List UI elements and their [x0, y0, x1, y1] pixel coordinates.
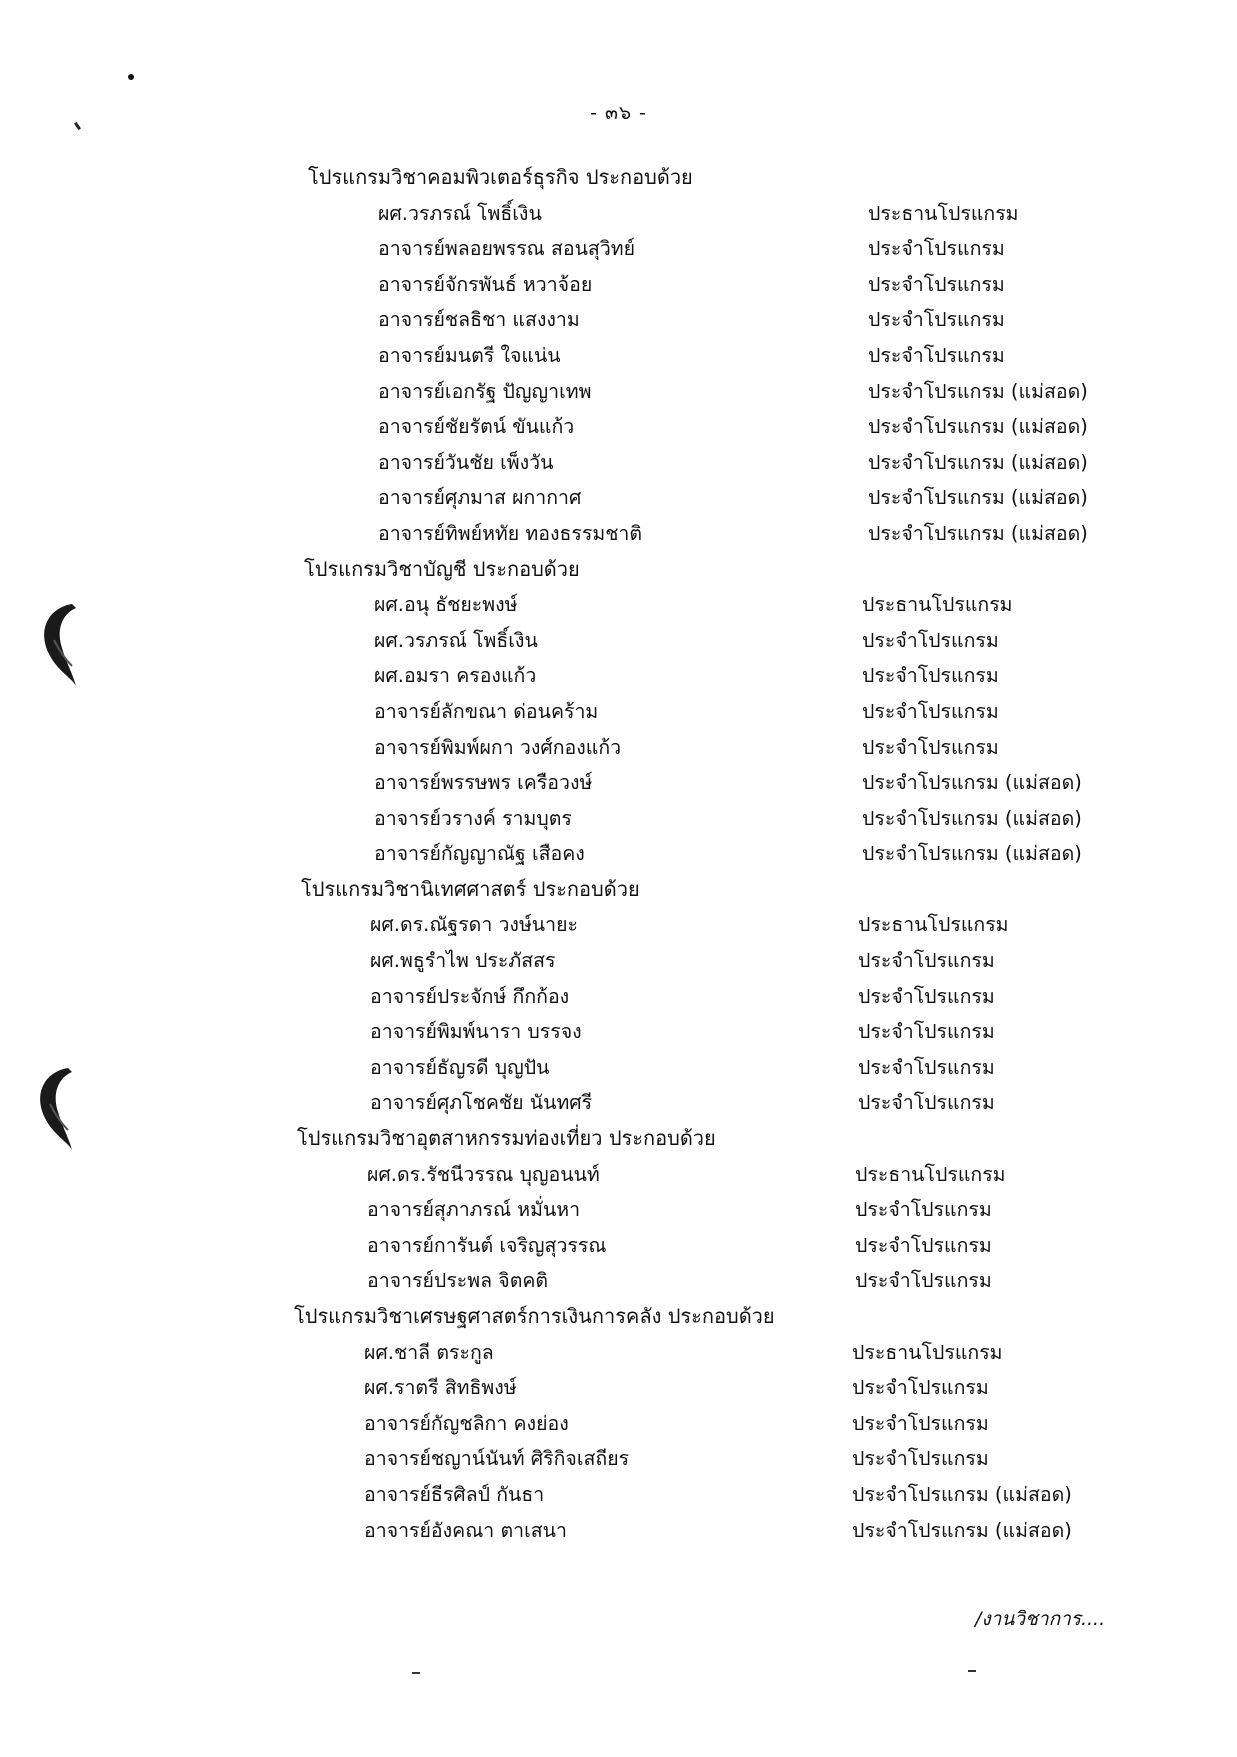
member-name: ผศ.ดร.รัชนีวรรณ บุญอนนท์	[367, 1162, 600, 1186]
member-role: ประจำโปรแกรม	[858, 984, 995, 1008]
member-row	[0, 730, 1237, 766]
member-row	[0, 587, 1237, 623]
member-row	[0, 801, 1237, 837]
member-name: อาจารย์ชลธิชา แสงงาม	[378, 308, 580, 332]
member-row	[0, 302, 1237, 338]
member-row	[0, 907, 1237, 943]
scan-mark	[412, 1672, 420, 1674]
member-name: อาจารย์การันต์ เจริญสุวรรณ	[367, 1233, 607, 1257]
member-role: ประจำโปรแกรม	[868, 272, 1005, 296]
member-row	[0, 1228, 1237, 1264]
member-name: ผศ.ชาลี ตระกูล	[364, 1340, 494, 1364]
program-section	[0, 872, 1237, 1121]
member-name: อาจารย์ลักขณา ด่อนคร้าม	[374, 699, 599, 723]
member-row	[0, 623, 1237, 659]
member-row	[0, 1513, 1237, 1549]
scan-dot	[128, 74, 134, 80]
member-role: ประธานโปรแกรม	[852, 1340, 1003, 1364]
member-row	[0, 1050, 1237, 1086]
member-name: อาจารย์พรรษพร เครือวงษ์	[374, 771, 593, 795]
member-row	[0, 231, 1237, 267]
member-name: อาจารย์ธีรศิลป์ กันธา	[364, 1482, 545, 1506]
member-name: อาจารย์วรางค์ รามบุตร	[374, 806, 572, 830]
member-name: อาจารย์ศุภโชคชัย นันทศรี	[370, 1091, 593, 1115]
page-number: - ๓๖ -	[590, 102, 647, 124]
member-row	[0, 409, 1237, 445]
member-role: ประจำโปรแกรม (แม่สอด)	[862, 806, 1082, 830]
member-row	[0, 445, 1237, 481]
member-row	[0, 374, 1237, 410]
member-name: อาจารย์ธัญรดี บุญปัน	[370, 1055, 550, 1079]
section-title: โปรแกรมวิชาคอมพิวเตอร์ธุรกิจ ประกอบด้วย	[308, 165, 693, 189]
member-name: อาจารย์ประจักษ์ กึกก้อง	[370, 984, 570, 1008]
member-row	[0, 1085, 1237, 1121]
member-role: ประจำโปรแกรม (แม่สอด)	[852, 1518, 1072, 1542]
program-committee-list	[0, 160, 1237, 1548]
section-title: โปรแกรมวิชาเศรษฐศาสตร์การเงินการคลัง ประกอบด้วย	[294, 1304, 775, 1328]
member-name: อาจารย์พิมพ์ผกา วงศ์กองแก้ว	[374, 735, 622, 759]
member-role: ประจำโปรแกรม	[868, 343, 1005, 367]
member-role: ประจำโปรแกรม	[858, 949, 995, 973]
program-section	[0, 1121, 1237, 1299]
member-row	[0, 480, 1237, 516]
member-row	[0, 1157, 1237, 1193]
member-row	[0, 943, 1237, 979]
member-name: ผศ.พธูรำไพ ประภัสสร	[370, 949, 556, 973]
member-name: อาจารย์ชญาน์นันท์ ศิริกิจเสถียร	[364, 1447, 630, 1471]
member-role: ประจำโปรแกรม (แม่สอด)	[868, 450, 1088, 474]
member-role: ประจำโปรแกรม	[862, 664, 999, 688]
member-name: อาจารย์สุภาภรณ์ หมั่นหา	[367, 1198, 581, 1222]
member-role: ประธานโปรแกรม	[855, 1162, 1006, 1186]
member-row	[0, 1263, 1237, 1299]
member-name: อาจารย์ศุภมาส ผกากาศ	[378, 486, 582, 510]
member-role: ประจำโปรแกรม	[868, 308, 1005, 332]
member-role: ประจำโปรแกรม (แม่สอด)	[862, 771, 1082, 795]
member-name: อาจารย์อังคณา ตาเสนา	[364, 1518, 567, 1542]
member-name: อาจารย์วันชัย เพ็งวัน	[378, 450, 554, 474]
section-title: โปรแกรมวิชานิเทศศาสตร์ ประกอบด้วย	[301, 876, 640, 901]
member-role: ประจำโปรแกรม	[855, 1233, 992, 1257]
member-row	[0, 1441, 1237, 1477]
member-name: ผศ.ดร.ณัฐรดา วงษ์นายะ	[370, 913, 578, 937]
member-row	[0, 196, 1237, 232]
member-name: อาจารย์กัญญาณัฐ เสือคง	[374, 842, 585, 866]
member-name: ผศ.อนุ ธัชยะพงษ์	[374, 593, 518, 617]
member-row	[0, 1370, 1237, 1406]
member-row	[0, 1335, 1237, 1371]
program-section	[0, 160, 1237, 552]
member-role: ประจำโปรแกรม	[852, 1376, 989, 1400]
member-name: ผศ.วรภรณ์ โพธิ์เงิน	[374, 628, 538, 652]
member-role: ประจำโปรแกรม (แม่สอด)	[862, 842, 1082, 866]
member-role: ประจำโปรแกรม	[862, 628, 999, 652]
section-title: โปรแกรมวิชาบัญชี ประกอบด้วย	[304, 556, 580, 581]
member-row	[0, 1014, 1237, 1050]
member-role: ประจำโปรแกรม	[868, 237, 1005, 261]
member-name: อาจารย์เอกรัฐ ปัญญาเทพ	[378, 379, 592, 403]
member-role: ประจำโปรแกรม	[862, 699, 999, 723]
member-role: ประจำโปรแกรม	[858, 1091, 995, 1115]
member-row	[0, 1477, 1237, 1513]
member-name: อาจารย์ชัยรัตน์ ขันแก้ว	[378, 415, 575, 439]
member-row	[0, 516, 1237, 552]
continuation-note: /งานวิชาการ....	[975, 1608, 1106, 1630]
scan-mark	[968, 1670, 976, 1672]
member-row	[0, 658, 1237, 694]
member-row	[0, 836, 1237, 872]
member-role: ประธานโปรแกรม	[862, 593, 1013, 617]
member-role: ประจำโปรแกรม	[858, 1055, 995, 1079]
member-name: ผศ.วรภรณ์ โพธิ์เงิน	[378, 201, 542, 225]
member-name: ผศ.อมรา ครองแก้ว	[374, 664, 537, 688]
member-role: ประจำโปรแกรม (แม่สอด)	[868, 415, 1088, 439]
member-name: อาจารย์ประพล จิตคติ	[367, 1269, 549, 1293]
section-title: โปรแกรมวิชาอุตสาหกรรมท่องเที่ยว ประกอบด้วย	[297, 1126, 716, 1151]
program-section	[0, 1299, 1237, 1548]
program-section	[0, 552, 1237, 872]
member-row	[0, 694, 1237, 730]
member-name: อาจารย์จักรพันธ์ หวาจ้อย	[378, 272, 593, 296]
member-role: ประจำโปรแกรม	[858, 1020, 995, 1044]
member-role: ประธานโปรแกรม	[858, 913, 1009, 937]
member-name: อาจารย์ทิพย์หทัย ทองธรรมชาติ	[378, 521, 643, 545]
member-name: อาจารย์พลอยพรรณ สอนสุวิทย์	[378, 237, 636, 261]
member-name: อาจารย์มนตรี ใจแน่น	[378, 343, 561, 367]
member-name: ผศ.ราตรี สิทธิพงษ์	[364, 1376, 517, 1400]
member-role: ประจำโปรแกรม	[862, 735, 999, 759]
member-name: อาจารย์กัญชลิกา คงย่อง	[364, 1411, 569, 1435]
member-name: อาจารย์พิมพ์นารา บรรจง	[370, 1020, 582, 1044]
member-role: ประจำโปรแกรม (แม่สอด)	[868, 486, 1088, 510]
member-role: ประจำโปรแกรม	[855, 1269, 992, 1293]
member-row	[0, 979, 1237, 1015]
member-role: ประจำโปรแกรม (แม่สอด)	[868, 521, 1088, 545]
member-row	[0, 1192, 1237, 1228]
member-row	[0, 765, 1237, 801]
member-row	[0, 267, 1237, 303]
member-role: ประจำโปรแกรม (แม่สอด)	[868, 379, 1088, 403]
member-role: ประจำโปรแกรม	[852, 1411, 989, 1435]
member-row	[0, 338, 1237, 374]
member-role: ประจำโปรแกรม	[852, 1447, 989, 1471]
member-role: ประจำโปรแกรม	[855, 1198, 992, 1222]
member-role: ประจำโปรแกรม (แม่สอด)	[852, 1482, 1072, 1506]
member-role: ประธานโปรแกรม	[868, 201, 1019, 225]
member-row	[0, 1406, 1237, 1442]
